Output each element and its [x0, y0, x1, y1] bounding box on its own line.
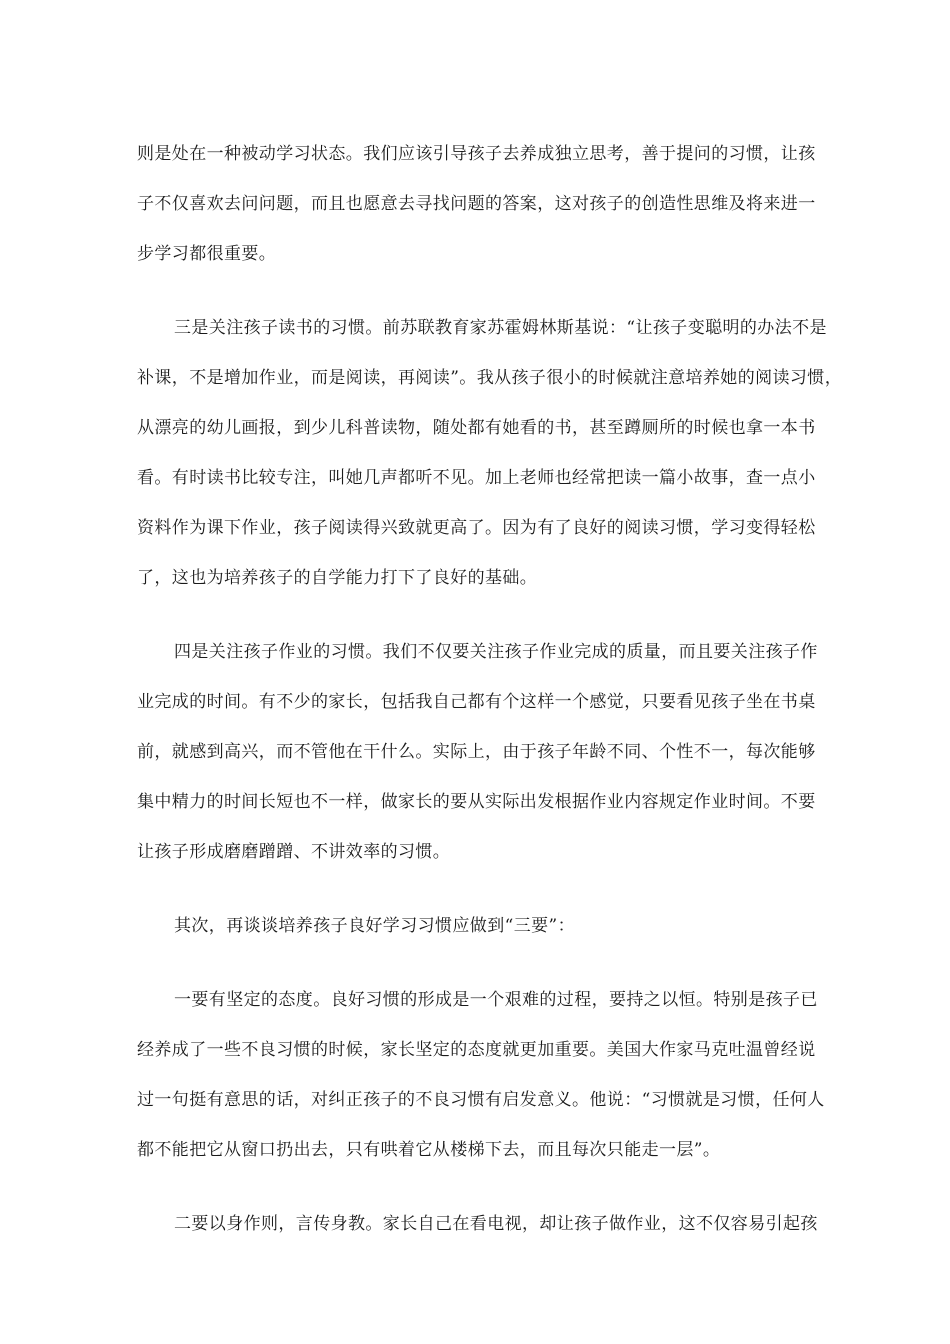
paragraph-6-line-1: 二要以身作则，言传身教。家长自己在看电视，却让孩子做作业，这不仅容易引起孩: [174, 1214, 818, 1234]
paragraph-5-line-3: 过一句挺有意思的话，对纠正孩子的不良习惯有启发意义。他说：“习惯就是习惯，任何人: [137, 1090, 825, 1110]
paragraph-1-line-1: 则是处在一种被动学习状态。我们应该引导孩子去养成独立思考，善于提问的习惯，让孩: [137, 144, 816, 164]
paragraph-5-line-2: 经养成了一些不良习惯的时候，家长坚定的态度就更加重要。美国大作家马克吐温曾经说: [137, 1040, 816, 1060]
paragraph-2-line-3: 从漂亮的幼儿画报，到少儿科普读物，随处都有她看的书，甚至蹲厕所的时候也拿一本书: [137, 418, 816, 438]
paragraph-5-line-1: 一要有坚定的态度。良好习惯的形成是一个艰难的过程，要持之以恒。特别是孩子已: [174, 990, 818, 1010]
paragraph-3-line-3: 前，就感到高兴，而不管他在干什么。实际上，由于孩子年龄不同、个性不一，每次能够: [137, 742, 816, 762]
paragraph-5-line-4: 都不能把它从窗口扔出去，只有哄着它从楼梯下去，而且每次只能走一层”。: [137, 1140, 721, 1160]
paragraph-2-line-1: 三是关注孩子读书的习惯。前苏联教育家苏霍姆林斯基说：“让孩子变聪明的办法不是: [174, 318, 827, 338]
paragraph-1-line-2: 子不仅喜欢去问问题，而且也愿意去寻找问题的答案，这对孩子的创造性思维及将来进一: [137, 194, 816, 214]
paragraph-2-line-2: 补课，不是增加作业，而是阅读，再阅读”。我从孩子很小的时候就注意培养她的阅读习惯，: [137, 368, 843, 388]
paragraph-2-line-6: 了，这也为培养孩子的自学能力打下了良好的基础。: [137, 568, 538, 588]
paragraph-2-line-4: 看。有时读书比较专注，叫她几声都听不见。加上老师也经常把读一篇小故事，查一点小: [137, 468, 816, 488]
paragraph-3-line-5: 让孩子形成磨磨蹭蹭、不讲效率的习惯。: [137, 842, 451, 862]
paragraph-3-line-1: 四是关注孩子作业的习惯。我们不仅要关注孩子作业完成的质量，而且要关注孩子作: [174, 642, 818, 662]
paragraph-2-line-5: 资料作为课下作业，孩子阅读得兴致就更高了。因为有了良好的阅读习惯，学习变得轻松: [137, 518, 816, 538]
paragraph-1-line-3: 步学习都很重要。: [137, 244, 277, 264]
paragraph-3-line-4: 集中精力的时间长短也不一样，做家长的要从实际出发根据作业内容规定作业时间。不要: [137, 792, 816, 812]
paragraph-4-line-1: 其次，再谈谈培养孩子良好学习习惯应做到“三要”：: [174, 916, 575, 936]
paragraph-3-line-2: 业完成的时间。有不少的家长，包括我自己都有个这样一个感觉，只要看见孩子坐在书桌: [137, 692, 816, 712]
